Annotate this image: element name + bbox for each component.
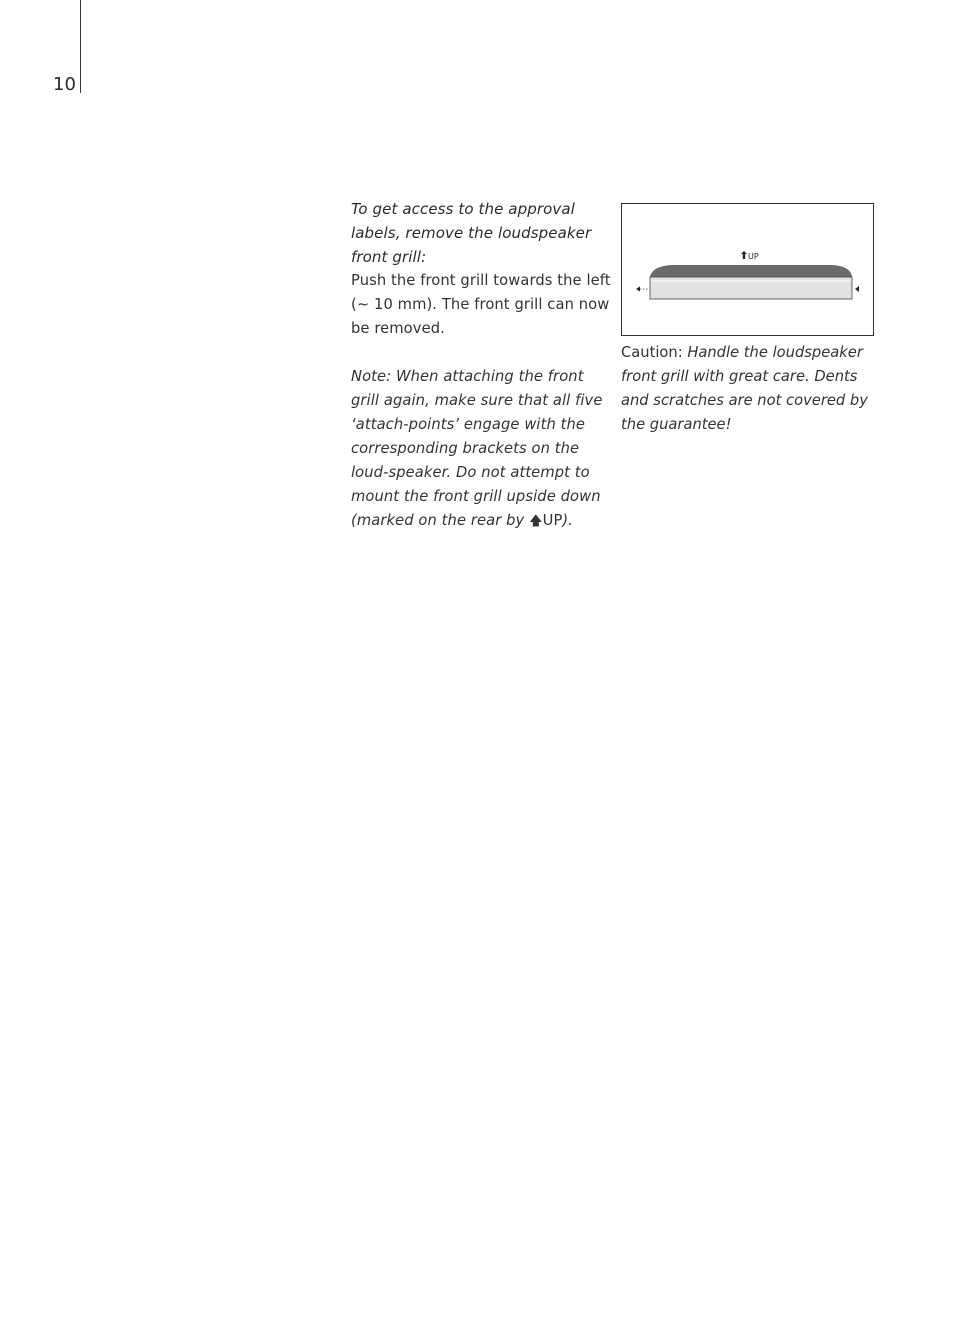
- note-text-end: ).: [562, 512, 574, 529]
- page-number: 10: [53, 74, 76, 95]
- up-arrow-icon: [741, 251, 747, 259]
- grill-top-edge: [650, 265, 852, 277]
- note-paragraph: [351, 365, 613, 534]
- left-triangle-icon: [855, 286, 859, 292]
- page-margin-rule: [80, 0, 81, 93]
- caution-caption: [621, 341, 871, 437]
- figure-up-label: UP: [748, 252, 759, 261]
- instructions-column: [351, 197, 613, 534]
- caution-text: Handle the loudspeaker front grill with great care. Dents and scratches are not covered by the guarantee!: [621, 344, 868, 433]
- left-arrow-icon: [636, 287, 649, 292]
- front-grill-drawing: [622, 204, 873, 335]
- instruction-heading: To get access to the approval labels, remove the loudspeaker front grill:: [351, 200, 592, 266]
- note-up-label: UP: [542, 512, 563, 529]
- front-grill-illustration: [621, 203, 874, 336]
- up-arrow-icon: 🡅: [529, 514, 543, 529]
- figure-up-marker: [741, 251, 759, 261]
- instruction-body: Push the front grill towards the left (~ 10 mm). The front grill can now be removed.: [351, 272, 611, 337]
- note-text-start: Note: When attaching the front grill again, make sure that all five ‘attach-points’ engage with the corresponding brackets on the loud-speaker. Do not attempt to mount the front grill upside down (marked on the rear by: [351, 368, 603, 529]
- caution-label: Caution:: [621, 344, 683, 361]
